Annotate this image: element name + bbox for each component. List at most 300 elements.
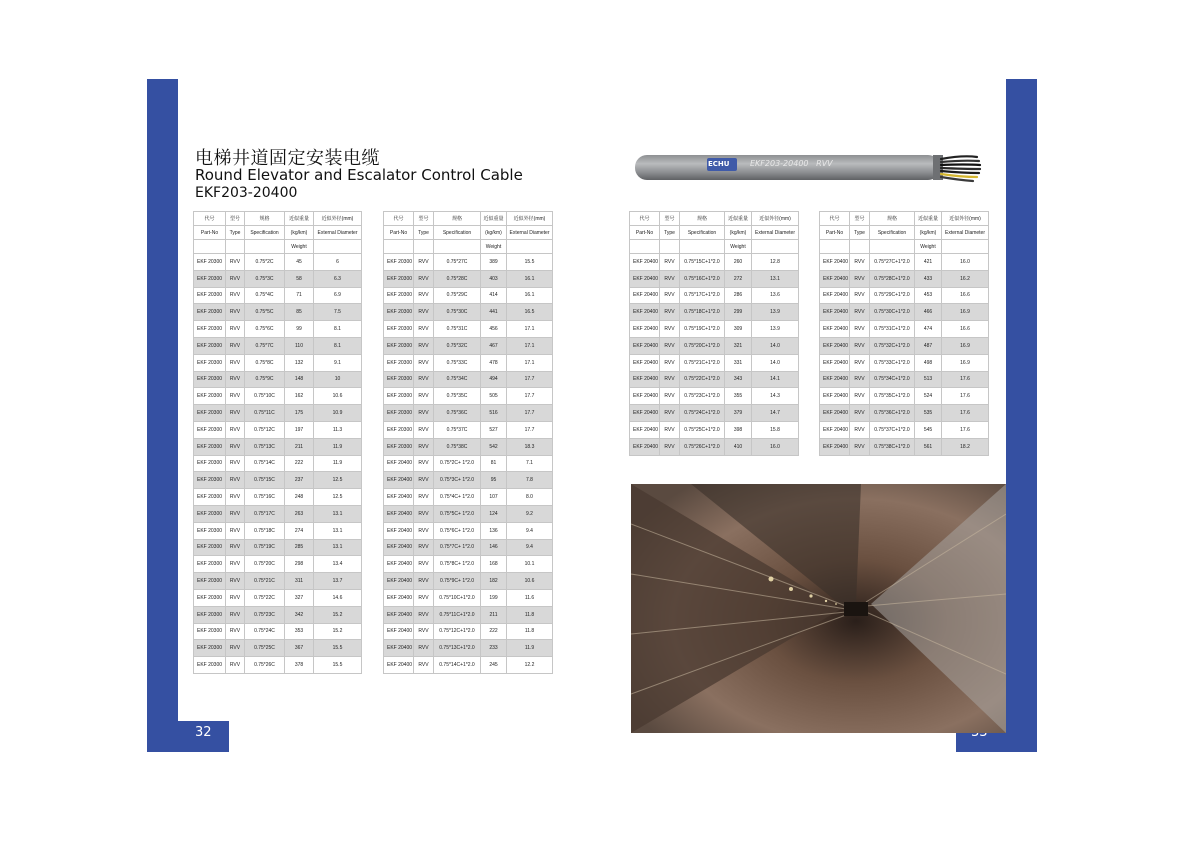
weight-cell: 513 — [915, 371, 942, 388]
table-row — [384, 623, 553, 640]
spec-cell: 0.75*19C — [245, 539, 285, 556]
col-weight-en2: Weight — [915, 240, 942, 254]
part-no-cell: EKF 20300 — [194, 421, 226, 438]
type-cell: RVV — [226, 589, 245, 606]
weight-cell: 107 — [481, 489, 507, 506]
type-cell: RVV — [414, 354, 434, 371]
type-cell: RVV — [850, 287, 870, 304]
spec-cell: 0.75*22C+1*2.0 — [680, 371, 725, 388]
col-weight-en2: Weight — [725, 240, 752, 254]
weight-cell: 81 — [481, 455, 507, 472]
diameter-cell: 18.3 — [507, 438, 553, 455]
col-spec-en: Specification — [434, 226, 481, 240]
spec-cell: 0.75*8C — [245, 354, 285, 371]
weight-cell: 498 — [915, 354, 942, 371]
type-cell: RVV — [226, 472, 245, 489]
weight-cell: 45 — [285, 254, 314, 271]
spec-cell: 0.75*16C — [245, 489, 285, 506]
part-no-cell: EKF 20400 — [384, 522, 414, 539]
diameter-cell: 10.6 — [507, 573, 553, 590]
weight-cell: 99 — [285, 321, 314, 338]
weight-cell: 327 — [285, 589, 314, 606]
table-row — [194, 304, 362, 321]
part-no-cell: EKF 20300 — [194, 371, 226, 388]
part-no-cell: EKF 20300 — [194, 321, 226, 338]
type-cell: RVV — [660, 438, 680, 455]
weight-cell: 433 — [915, 270, 942, 287]
weight-cell: 505 — [481, 388, 507, 405]
spec-cell: 0.75*21C+1*2.0 — [680, 354, 725, 371]
col-weight-en2: Weight — [481, 240, 507, 254]
table-row — [384, 354, 553, 371]
weight-cell: 85 — [285, 304, 314, 321]
table-row — [820, 388, 989, 405]
table-row — [194, 337, 362, 354]
part-no-cell: EKF 20400 — [820, 388, 850, 405]
table-row — [384, 421, 553, 438]
weight-cell: 561 — [915, 438, 942, 455]
diameter-cell: 13.9 — [752, 304, 799, 321]
table-row — [384, 455, 553, 472]
weight-cell: 478 — [481, 354, 507, 371]
table-row — [384, 405, 553, 422]
weight-cell: 222 — [285, 455, 314, 472]
part-no-cell: EKF 20400 — [384, 556, 414, 573]
spec-cell: 0.75*6C — [245, 321, 285, 338]
type-cell: RVV — [226, 337, 245, 354]
diameter-cell: 11.8 — [507, 623, 553, 640]
table-row — [384, 589, 553, 606]
part-no-cell: EKF 20400 — [630, 421, 660, 438]
diameter-cell: 16.0 — [942, 254, 989, 271]
diameter-cell: 16.9 — [942, 337, 989, 354]
spec-cell: 0.75*20C — [245, 556, 285, 573]
spec-table-2 — [383, 211, 553, 674]
diameter-cell: 17.1 — [507, 354, 553, 371]
weight-cell: 263 — [285, 505, 314, 522]
weight-cell: 453 — [915, 287, 942, 304]
spec-cell: 0.75*33C+1*2.0 — [870, 354, 915, 371]
spec-cell: 0.75*3C+ 1*2.0 — [434, 472, 481, 489]
type-cell: RVV — [414, 623, 434, 640]
spec-cell: 0.75*18C+1*2.0 — [680, 304, 725, 321]
weight-cell: 285 — [285, 539, 314, 556]
spec-cell: 0.75*23C — [245, 606, 285, 623]
col-dia-cn: 近似外径(mm) — [752, 212, 799, 226]
spec-cell: 0.75*11C+1*2.0 — [434, 606, 481, 623]
part-no-cell: EKF 20300 — [194, 489, 226, 506]
diameter-cell: 11.3 — [314, 421, 362, 438]
table-row — [194, 539, 362, 556]
weight-cell: 466 — [915, 304, 942, 321]
type-cell: RVV — [414, 489, 434, 506]
table-row — [384, 304, 553, 321]
diameter-cell: 13.9 — [752, 321, 799, 338]
spec-cell: 0.75*11C — [245, 405, 285, 422]
table-row — [630, 405, 799, 422]
type-cell: RVV — [414, 606, 434, 623]
part-no-cell: EKF 20300 — [384, 337, 414, 354]
table-row — [384, 657, 553, 674]
table-row — [820, 354, 989, 371]
col-dia-cn: 近似外径(mm) — [507, 212, 553, 226]
weight-cell: 343 — [725, 371, 752, 388]
col-weight-en: (kg/km) — [285, 226, 314, 240]
diameter-cell: 13.1 — [752, 270, 799, 287]
diameter-cell: 14.0 — [752, 354, 799, 371]
weight-cell: 516 — [481, 405, 507, 422]
weight-cell: 403 — [481, 270, 507, 287]
weight-cell: 331 — [725, 354, 752, 371]
spec-cell: 0.75*16C+1*2.0 — [680, 270, 725, 287]
part-no-cell: EKF 20400 — [384, 623, 414, 640]
diameter-cell: 9.1 — [314, 354, 362, 371]
spec-cell: 0.75*24C — [245, 623, 285, 640]
weight-cell: 367 — [285, 640, 314, 657]
part-no-cell: EKF 20400 — [384, 606, 414, 623]
part-no-cell: EKF 20400 — [630, 438, 660, 455]
type-cell: RVV — [226, 505, 245, 522]
col-weight-cn: 近似重量 — [285, 212, 314, 226]
type-cell: RVV — [226, 455, 245, 472]
table-body — [194, 254, 362, 674]
table-row — [194, 589, 362, 606]
type-cell: RVV — [226, 522, 245, 539]
diameter-cell: 6.9 — [314, 287, 362, 304]
spec-cell: 0.75*23C+1*2.0 — [680, 388, 725, 405]
table-row — [194, 287, 362, 304]
table-row — [384, 539, 553, 556]
diameter-cell: 16.2 — [942, 270, 989, 287]
part-no-cell: EKF 20300 — [194, 539, 226, 556]
weight-cell: 110 — [285, 337, 314, 354]
spec-cell: 0.75*13C — [245, 438, 285, 455]
part-no-cell: EKF 20400 — [820, 321, 850, 338]
type-cell: RVV — [660, 405, 680, 422]
type-cell: RVV — [850, 337, 870, 354]
diameter-cell: 17.7 — [507, 371, 553, 388]
spec-table-3 — [629, 211, 799, 456]
diameter-cell: 9.4 — [507, 522, 553, 539]
table-row — [820, 337, 989, 354]
spec-cell: 0.75*4C — [245, 287, 285, 304]
diameter-cell: 13.6 — [752, 287, 799, 304]
spec-cell: 0.75*32C — [434, 337, 481, 354]
type-cell: RVV — [226, 321, 245, 338]
type-cell: RVV — [226, 556, 245, 573]
type-cell: RVV — [226, 371, 245, 388]
col-part-no-cn: 代号 — [820, 212, 850, 226]
spec-cell: 0.75*29C — [434, 287, 481, 304]
weight-cell: 136 — [481, 522, 507, 539]
spec-cell: 0.75*26C+1*2.0 — [680, 438, 725, 455]
type-cell: RVV — [660, 270, 680, 287]
weight-cell: 487 — [915, 337, 942, 354]
type-cell: RVV — [226, 606, 245, 623]
spec-cell: 0.75*27C+1*2.0 — [870, 254, 915, 271]
table-row — [384, 438, 553, 455]
weight-cell: 248 — [285, 489, 314, 506]
part-no-cell: EKF 20400 — [630, 388, 660, 405]
part-no-cell: EKF 20400 — [820, 438, 850, 455]
spec-cell: 0.75*17C — [245, 505, 285, 522]
diameter-cell: 16.9 — [942, 354, 989, 371]
right-page-accent-bar — [1006, 79, 1037, 752]
part-no-cell: EKF 20300 — [384, 421, 414, 438]
part-no-cell: EKF 20300 — [194, 287, 226, 304]
part-no-cell: EKF 20400 — [820, 421, 850, 438]
table-row — [194, 556, 362, 573]
diameter-cell: 13.1 — [314, 539, 362, 556]
col-part-no-en: Part-No — [630, 226, 660, 240]
spec-cell: 0.75*38C — [434, 438, 481, 455]
col-dia-cn: 近似外径(mm) — [314, 212, 362, 226]
col-type-en: Type — [850, 226, 870, 240]
spec-cell: 0.75*5C — [245, 304, 285, 321]
col-part-no-cn: 代号 — [630, 212, 660, 226]
weight-cell: 309 — [725, 321, 752, 338]
type-cell: RVV — [226, 421, 245, 438]
table-row — [194, 623, 362, 640]
diameter-cell: 15.8 — [752, 421, 799, 438]
part-no-cell: EKF 20400 — [820, 405, 850, 422]
col-dia-en: External Diameter — [314, 226, 362, 240]
table-row — [384, 388, 553, 405]
spec-cell: 0.75*20C+1*2.0 — [680, 337, 725, 354]
diameter-cell: 11.8 — [507, 606, 553, 623]
diameter-cell: 7.1 — [507, 455, 553, 472]
spec-cell: 0.75*31C+1*2.0 — [870, 321, 915, 338]
table-row — [630, 337, 799, 354]
part-no-cell: EKF 20400 — [630, 287, 660, 304]
table-row — [820, 304, 989, 321]
part-no-cell: EKF 20300 — [194, 304, 226, 321]
type-cell: RVV — [414, 640, 434, 657]
part-no-cell: EKF 20300 — [384, 270, 414, 287]
spec-table-4 — [819, 211, 989, 456]
part-no-cell: EKF 20300 — [194, 623, 226, 640]
spec-cell: 0.75*7C+ 1*2.0 — [434, 539, 481, 556]
table-row — [194, 270, 362, 287]
type-cell: RVV — [226, 623, 245, 640]
part-no-cell: EKF 20300 — [194, 657, 226, 674]
weight-cell: 379 — [725, 405, 752, 422]
col-weight-en2: Weight — [285, 240, 314, 254]
table-row — [630, 304, 799, 321]
col-type-cn: 型号 — [850, 212, 870, 226]
part-no-cell: EKF 20300 — [384, 405, 414, 422]
col-dia-en: External Diameter — [942, 226, 989, 240]
spec-cell: 0.75*28C+1*2.0 — [870, 270, 915, 287]
weight-cell: 524 — [915, 388, 942, 405]
part-no-cell: EKF 20300 — [194, 405, 226, 422]
part-no-cell: EKF 20400 — [630, 254, 660, 271]
spec-cell: 0.75*30C+1*2.0 — [870, 304, 915, 321]
table-row — [820, 287, 989, 304]
part-no-cell: EKF 20300 — [194, 589, 226, 606]
type-cell: RVV — [660, 254, 680, 271]
spec-cell: 0.75*7C — [245, 337, 285, 354]
page-number-left: 32 — [195, 725, 212, 740]
diameter-cell: 14.0 — [752, 337, 799, 354]
weight-cell: 71 — [285, 287, 314, 304]
spec-cell: 0.75*29C+1*2.0 — [870, 287, 915, 304]
col-part-no-cn: 代号 — [194, 212, 226, 226]
weight-cell: 410 — [725, 438, 752, 455]
spec-cell: 0.75*28C — [434, 270, 481, 287]
type-cell: RVV — [660, 371, 680, 388]
col-weight-en: (kg/km) — [915, 226, 942, 240]
col-dia-en: External Diameter — [507, 226, 553, 240]
spec-cell: 0.75*3C — [245, 270, 285, 287]
type-cell: RVV — [850, 371, 870, 388]
spec-cell: 0.75*36C+1*2.0 — [870, 405, 915, 422]
part-no-cell: EKF 20300 — [194, 254, 226, 271]
type-cell: RVV — [226, 388, 245, 405]
type-cell: RVV — [414, 505, 434, 522]
diameter-cell: 16.9 — [942, 304, 989, 321]
weight-cell: 132 — [285, 354, 314, 371]
diameter-cell: 10.1 — [507, 556, 553, 573]
weight-cell: 95 — [481, 472, 507, 489]
type-cell: RVV — [226, 354, 245, 371]
diameter-cell: 13.1 — [314, 522, 362, 539]
diameter-cell: 9.4 — [507, 539, 553, 556]
diameter-cell: 17.6 — [942, 421, 989, 438]
table-row — [384, 522, 553, 539]
table-row — [820, 254, 989, 271]
type-cell: RVV — [660, 287, 680, 304]
spec-cell: 0.75*10C+1*2.0 — [434, 589, 481, 606]
col-weight-cn: 近似重量 — [725, 212, 752, 226]
weight-cell: 494 — [481, 371, 507, 388]
type-cell: RVV — [226, 489, 245, 506]
spec-cell: 0.75*13C+1*2.0 — [434, 640, 481, 657]
weight-cell: 311 — [285, 573, 314, 590]
weight-cell: 124 — [481, 505, 507, 522]
spec-cell: 0.75*36C — [434, 405, 481, 422]
page-title-chinese: 电梯井道固定安装电缆 — [195, 148, 380, 169]
diameter-cell: 12.5 — [314, 472, 362, 489]
part-no-cell: EKF 20400 — [384, 573, 414, 590]
diameter-cell: 15.2 — [314, 606, 362, 623]
diameter-cell: 7.5 — [314, 304, 362, 321]
table-body — [820, 254, 989, 456]
part-no-cell: EKF 20300 — [384, 354, 414, 371]
col-spec-en: Specification — [680, 226, 725, 240]
table-row — [630, 371, 799, 388]
part-no-cell: EKF 20400 — [630, 270, 660, 287]
diameter-cell: 8.1 — [314, 321, 362, 338]
table-row — [630, 321, 799, 338]
table-row — [194, 421, 362, 438]
weight-cell: 233 — [481, 640, 507, 657]
table-row — [384, 254, 553, 271]
col-spec-en: Specification — [870, 226, 915, 240]
table-row — [820, 270, 989, 287]
diameter-cell: 14.3 — [752, 388, 799, 405]
diameter-cell: 10.9 — [314, 405, 362, 422]
table-row — [194, 371, 362, 388]
diameter-cell: 11.9 — [507, 640, 553, 657]
weight-cell: 260 — [725, 254, 752, 271]
diameter-cell: 18.2 — [942, 438, 989, 455]
diameter-cell: 17.1 — [507, 337, 553, 354]
spec-cell: 0.75*15C+1*2.0 — [680, 254, 725, 271]
spec-cell: 0.75*4C+ 1*2.0 — [434, 489, 481, 506]
spec-cell: 0.75*8C+ 1*2.0 — [434, 556, 481, 573]
type-cell: RVV — [226, 573, 245, 590]
part-no-cell: EKF 20300 — [194, 354, 226, 371]
part-no-cell: EKF 20400 — [384, 489, 414, 506]
type-cell: RVV — [414, 254, 434, 271]
col-dia-cn: 近似外径(mm) — [942, 212, 989, 226]
weight-cell: 421 — [915, 254, 942, 271]
type-cell: RVV — [226, 254, 245, 271]
spec-cell: 0.75*19C+1*2.0 — [680, 321, 725, 338]
weight-cell: 527 — [481, 421, 507, 438]
table-row — [194, 254, 362, 271]
type-cell: RVV — [414, 321, 434, 338]
weight-cell: 456 — [481, 321, 507, 338]
spec-cell: 0.75*5C+ 1*2.0 — [434, 505, 481, 522]
type-cell: RVV — [226, 657, 245, 674]
part-no-cell: EKF 20400 — [384, 640, 414, 657]
diameter-cell: 15.5 — [314, 657, 362, 674]
part-no-cell: EKF 20400 — [384, 657, 414, 674]
part-no-cell: EKF 20300 — [384, 438, 414, 455]
spec-cell: 0.75*33C — [434, 354, 481, 371]
part-no-cell: EKF 20300 — [194, 270, 226, 287]
table-row — [384, 472, 553, 489]
part-no-cell: EKF 20400 — [384, 455, 414, 472]
weight-cell: 474 — [915, 321, 942, 338]
type-cell: RVV — [414, 438, 434, 455]
type-cell: RVV — [850, 354, 870, 371]
diameter-cell: 12.2 — [507, 657, 553, 674]
weight-cell: 199 — [481, 589, 507, 606]
part-no-cell: EKF 20300 — [194, 337, 226, 354]
type-cell: RVV — [850, 254, 870, 271]
col-type-en: Type — [414, 226, 434, 240]
weight-cell: 197 — [285, 421, 314, 438]
type-cell: RVV — [414, 304, 434, 321]
spec-cell: 0.75*30C — [434, 304, 481, 321]
type-cell: RVV — [414, 371, 434, 388]
diameter-cell: 17.7 — [507, 388, 553, 405]
diameter-cell: 17.6 — [942, 405, 989, 422]
type-cell: RVV — [660, 388, 680, 405]
table-row — [630, 438, 799, 455]
table-row — [384, 287, 553, 304]
spec-cell: 0.75*26C — [245, 657, 285, 674]
type-cell: RVV — [414, 287, 434, 304]
col-spec-cn: 规格 — [680, 212, 725, 226]
weight-cell: 545 — [915, 421, 942, 438]
weight-cell: 245 — [481, 657, 507, 674]
type-cell: RVV — [850, 304, 870, 321]
part-no-cell: EKF 20300 — [194, 438, 226, 455]
diameter-cell: 13.7 — [314, 573, 362, 590]
weight-cell: 353 — [285, 623, 314, 640]
type-cell: RVV — [660, 354, 680, 371]
part-no-cell: EKF 20300 — [194, 472, 226, 489]
spec-cell: 0.75*10C — [245, 388, 285, 405]
table-row — [820, 438, 989, 455]
diameter-cell: 13.4 — [314, 556, 362, 573]
table-row — [194, 354, 362, 371]
type-cell: RVV — [226, 438, 245, 455]
